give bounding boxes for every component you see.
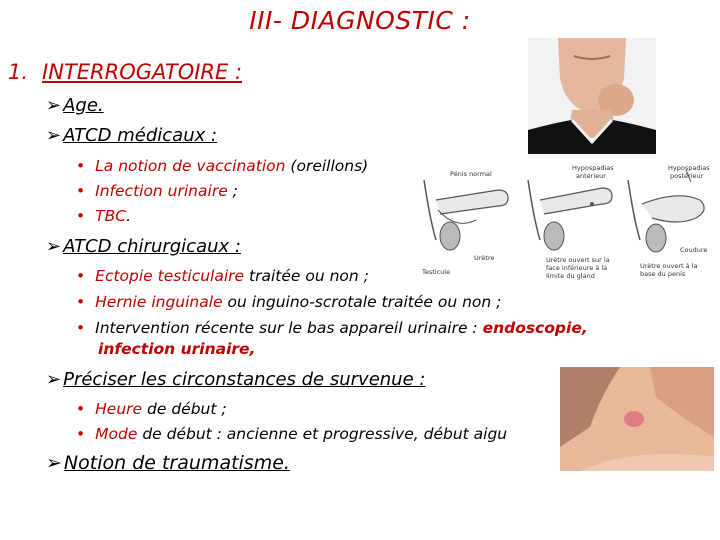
list-item xyxy=(76,266,369,286)
arrow-icon: ➢ xyxy=(46,369,62,390)
list-item-text: de début : ancienne et progressive, début aigu xyxy=(137,425,508,443)
clinical-photo xyxy=(560,367,714,471)
keyword: Infection urinaire xyxy=(95,182,228,200)
label-uretre-face-3: limite du gland xyxy=(546,272,595,280)
bullet-icon: • xyxy=(76,157,86,175)
keyword: Heure xyxy=(95,400,143,418)
keyword: Ectopie testiculaire xyxy=(95,267,245,285)
list-item-text: ; xyxy=(227,182,238,200)
arrow-icon: ➢ xyxy=(46,452,62,474)
label-hypospadias-posterieur: Hypospadias xyxy=(668,164,710,172)
item-atcd-medicaux-label: ATCD médicaux : xyxy=(63,125,218,146)
arrow-icon: ➢ xyxy=(46,95,62,116)
item-age xyxy=(46,95,104,116)
keyword: endoscopie, xyxy=(482,319,588,337)
bullet-icon: • xyxy=(76,182,86,200)
label-testicule: Testicule xyxy=(422,268,451,276)
label-penis-normal: Pénis normal xyxy=(450,170,492,178)
section-heading xyxy=(8,60,242,84)
label-hypospadias-anterieur-2: antérieur xyxy=(576,172,606,180)
list-item-text: . xyxy=(126,207,132,225)
list-item xyxy=(76,181,238,201)
bullet-icon: • xyxy=(76,319,86,337)
list-item-text: (oreillons) xyxy=(285,157,369,175)
arrow-icon: ➢ xyxy=(46,125,62,146)
section-label: INTERROGATOIRE : xyxy=(42,60,243,84)
label-uretre-face-1: Urètre ouvert sur la xyxy=(546,256,610,264)
item-traumatisme-label: Notion de traumatisme. xyxy=(63,452,290,474)
list-item-continuation: infection urinaire, xyxy=(98,340,256,358)
bullet-icon: • xyxy=(76,267,86,285)
keyword: Mode xyxy=(95,425,138,443)
bullet-icon: • xyxy=(76,207,86,225)
list-item xyxy=(76,318,588,338)
item-traumatisme xyxy=(46,452,290,474)
item-atcd-chirurgicaux-label: ATCD chirurgicaux : xyxy=(63,236,241,257)
item-atcd-medicaux xyxy=(46,125,217,146)
label-hypospadias-anterieur: Hypospadias xyxy=(572,164,614,172)
label-uretre-base-2: base du penis xyxy=(640,270,686,278)
bullet-icon: • xyxy=(76,293,86,311)
list-item xyxy=(76,399,227,419)
item-circonstances-label: Préciser les circonstances de survenue : xyxy=(63,369,426,390)
item-age-label: Age. xyxy=(63,95,104,116)
bullet-icon: • xyxy=(76,400,86,418)
list-item-text: ou inguino-scrotale traitée ou non ; xyxy=(222,293,502,311)
item-atcd-chirurgicaux xyxy=(46,236,241,257)
item-circonstances xyxy=(46,369,425,390)
label-uretre-face-2: face inférieure à la xyxy=(546,264,608,272)
section-number: 1. xyxy=(8,60,29,84)
slide-title: III- DIAGNOSTIC : xyxy=(249,6,471,35)
list-item xyxy=(76,156,368,176)
list-item-text: de début ; xyxy=(142,400,227,418)
label-uretre-base-1: Urètre ouvert à la xyxy=(640,262,698,270)
list-item-text: traitée ou non ; xyxy=(244,267,369,285)
list-item xyxy=(76,206,131,226)
neck-swelling-photo xyxy=(528,38,656,154)
label-hypospadias-posterieur-2: postérieur xyxy=(670,172,704,180)
keyword: La notion de vaccination xyxy=(95,157,286,175)
label-uretre: Urètre xyxy=(474,254,495,262)
list-item xyxy=(76,424,507,444)
arrow-icon: ➢ xyxy=(46,236,62,257)
keyword: Hernie inguinale xyxy=(95,293,223,311)
bullet-icon: • xyxy=(76,425,86,443)
keyword: TBC xyxy=(95,207,127,225)
hypospadias-diagram xyxy=(416,160,716,286)
list-item xyxy=(76,292,501,312)
list-item-text: Intervention récente sur le bas appareil urinaire : xyxy=(95,319,483,337)
label-coudure: Coudure xyxy=(680,246,708,254)
